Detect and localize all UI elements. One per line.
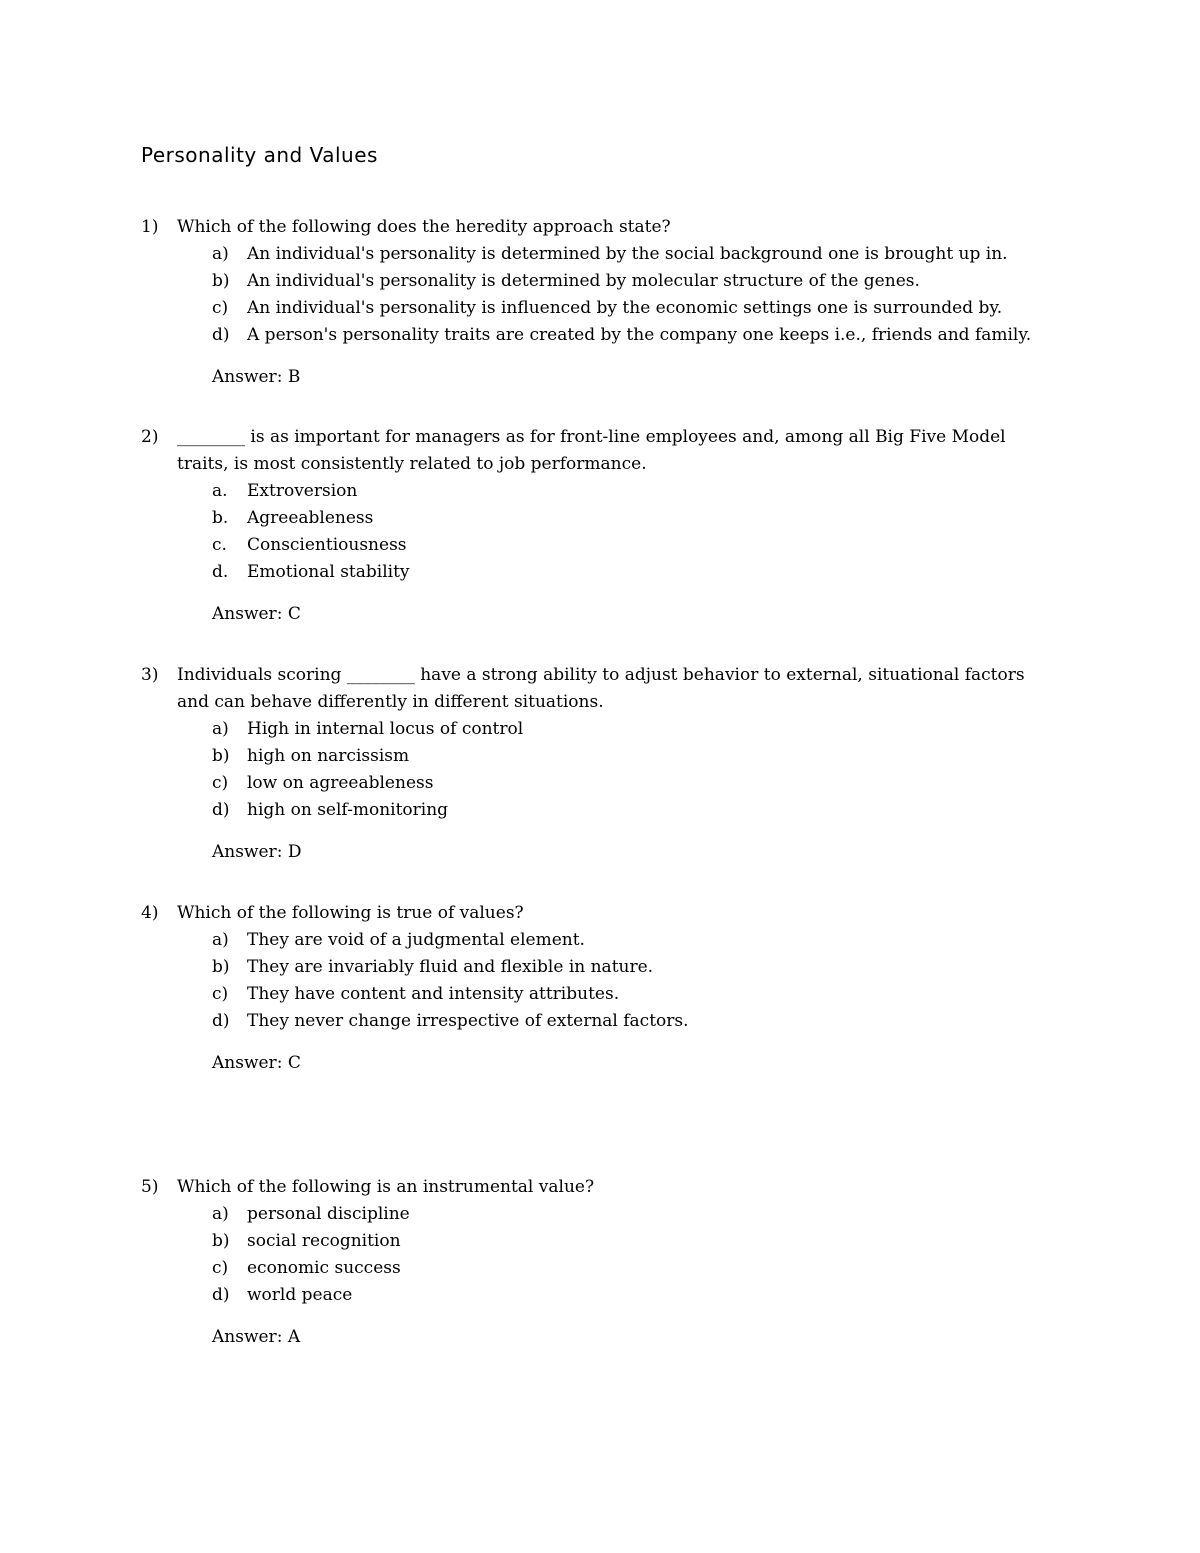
answer-option [0, 532, 1200, 559]
answer-option [0, 559, 1200, 586]
option-letter: b) [212, 1231, 230, 1251]
answer-option [0, 295, 1200, 322]
option-text: personal discipline [247, 1204, 410, 1224]
answer-line [0, 839, 1200, 866]
option-text: Agreeableness [247, 508, 374, 528]
answer-text: Answer: D [212, 842, 302, 862]
option-text: low on agreeableness [247, 773, 434, 793]
option-letter: d) [212, 1285, 230, 1305]
answer-option [0, 770, 1200, 797]
option-letter: c) [212, 1258, 229, 1278]
option-letter: d) [212, 325, 230, 345]
question-text: Individuals scoring ________ have a strong ability to adjust behavior to external, situational factors [177, 665, 1025, 685]
option-letter: b) [212, 746, 230, 766]
option-text: Extroversion [247, 481, 358, 501]
answer-option [0, 1201, 1200, 1228]
option-letter: c) [212, 984, 229, 1004]
option-letter: c) [212, 773, 229, 793]
answer-option [0, 505, 1200, 532]
option-text: high on self-monitoring [247, 800, 449, 820]
option-letter: a) [212, 719, 229, 739]
question-text: Which of the following is an instrumental value? [177, 1177, 595, 1197]
answer-option [0, 1255, 1200, 1282]
answer-text: Answer: B [212, 367, 301, 387]
option-text: world peace [247, 1285, 353, 1305]
option-letter: d) [212, 1011, 230, 1031]
answer-line [0, 601, 1200, 628]
option-text: Conscientiousness [247, 535, 407, 555]
option-text: economic success [247, 1258, 401, 1278]
question-number: 2) [141, 427, 159, 447]
question-text: ________ is as important for managers as for front-line employees and, among all Big Five Model [177, 427, 1006, 447]
answer-option [0, 1228, 1200, 1255]
option-text: They never change irrespective of external factors. [247, 1011, 689, 1031]
question-1 [0, 214, 1200, 391]
question-number: 5) [141, 1177, 159, 1197]
answer-option [0, 797, 1200, 824]
option-letter: b) [212, 957, 230, 977]
answer-text: Answer: C [212, 1053, 301, 1073]
option-text: They have content and intensity attributes. [247, 984, 620, 1004]
question-2 [0, 424, 1200, 628]
question-text: Which of the following does the heredity approach state? [177, 217, 671, 237]
option-letter: c) [212, 298, 229, 318]
question-text: Which of the following is true of values? [177, 903, 524, 923]
option-text: An individual's personality is determined by molecular structure of the genes. [247, 271, 920, 291]
option-letter: d) [212, 800, 230, 820]
answer-option [0, 478, 1200, 505]
option-letter: a) [212, 1204, 229, 1224]
answer-line [0, 1050, 1200, 1077]
answer-option [0, 322, 1200, 349]
page-title: Personality and Values [141, 143, 378, 167]
answer-text: Answer: C [212, 604, 301, 624]
option-text: Emotional stability [247, 562, 410, 582]
answer-option [0, 241, 1200, 268]
answer-option [0, 927, 1200, 954]
option-text: They are invariably fluid and flexible in nature. [247, 957, 654, 977]
option-letter: d. [212, 562, 229, 582]
answer-line [0, 364, 1200, 391]
answer-option [0, 981, 1200, 1008]
answer-option [0, 954, 1200, 981]
question-number: 3) [141, 665, 159, 685]
option-text: social recognition [247, 1231, 401, 1251]
question-number: 1) [141, 217, 159, 237]
question-number: 4) [141, 903, 159, 923]
answer-option [0, 716, 1200, 743]
option-text: An individual's personality is influenced by the economic settings one is surrounded by. [247, 298, 1003, 318]
option-text: They are void of a judgmental element. [247, 930, 585, 950]
option-letter: b. [212, 508, 229, 528]
answer-option [0, 268, 1200, 295]
option-text: A person's personality traits are created by the company one keeps i.e., friends and family. [247, 325, 1032, 345]
option-letter: a) [212, 244, 229, 264]
answer-option [0, 743, 1200, 770]
option-letter: a. [212, 481, 228, 501]
question-3 [0, 662, 1200, 866]
question-text-continued: and can behave differently in different situations. [177, 692, 604, 712]
question-4 [0, 900, 1200, 1077]
answer-option [0, 1282, 1200, 1309]
answer-text: Answer: A [212, 1327, 301, 1347]
question-5 [0, 1174, 1200, 1351]
option-letter: a) [212, 930, 229, 950]
option-letter: c. [212, 535, 227, 555]
answer-line [0, 1324, 1200, 1351]
question-text-continued: traits, is most consistently related to job performance. [177, 454, 647, 474]
option-text: An individual's personality is determined by the social background one is brought up in. [247, 244, 1008, 264]
option-text: high on narcissism [247, 746, 410, 766]
answer-option [0, 1008, 1200, 1035]
option-letter: b) [212, 271, 230, 291]
option-text: High in internal locus of control [247, 719, 524, 739]
